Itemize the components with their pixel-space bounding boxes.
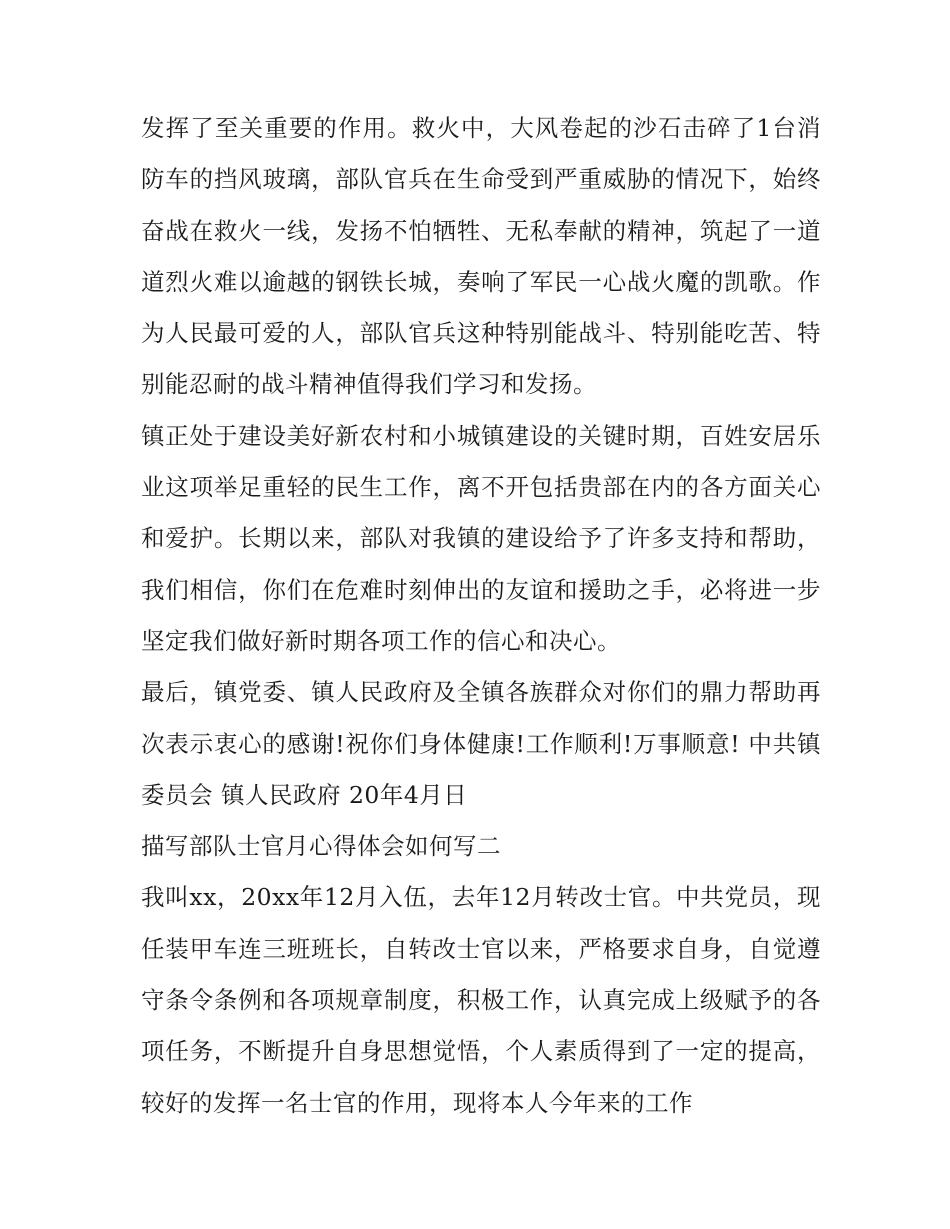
- document-page: [141, 103, 821, 1129]
- paragraph-3: 最后，镇党委、镇人民政府及全镇各族群众对你们的鼎力帮助再次表示衷心的感谢!祝你们身体健康!工作顺利!万事顺意! 中共镇委员会 镇人民政府 20年4月日: [141, 678, 821, 809]
- section-heading: 描写部队士官月心得体会如何写二: [141, 832, 501, 861]
- paragraph-1: 发挥了至关重要的作用。救火中，大风卷起的沙石击碎了1台消防车的挡风玻璃，部队官兵在生命受到严重威胁的情况下，始终奋战在救火一线，发扬不怕牺牲、无私奉献的精神，筑起了一道道烈火难以逾越的钢铁长城，奏响了军民一心战火魔的凯歌。作为人民最可爱的人，部队官兵这种特别能战斗、特别能吃苦、特别能忍耐的战斗精神值得我们学习和发扬。: [141, 114, 821, 399]
- paragraph-4: 我叫xx，20xx年12月入伍，去年12月转改士官。中共党员，现任装甲车连三班班长，自转改士官以来，严格要求自身，自觉遵守条令条例和各项规章制度，积极工作，认真完成上级赋予的各项任务，不断提升自身思想觉悟，个人素质得到了一定的提高，较好的发挥一名士官的作用，现将本人今年来的工作: [141, 883, 821, 1117]
- paragraph-2: 镇正处于建设美好新农村和小城镇建设的关键时期，百姓安居乐业这项举足重轻的民生工作，离不开包括贵部在内的各方面关心和爱护。长期以来，部队对我镇的建设给予了许多支持和帮助，我们相信，你们在危难时刻伸出的友谊和援助之手，必将进一步坚定我们做好新时期各项工作的信心和决心。: [141, 421, 821, 655]
